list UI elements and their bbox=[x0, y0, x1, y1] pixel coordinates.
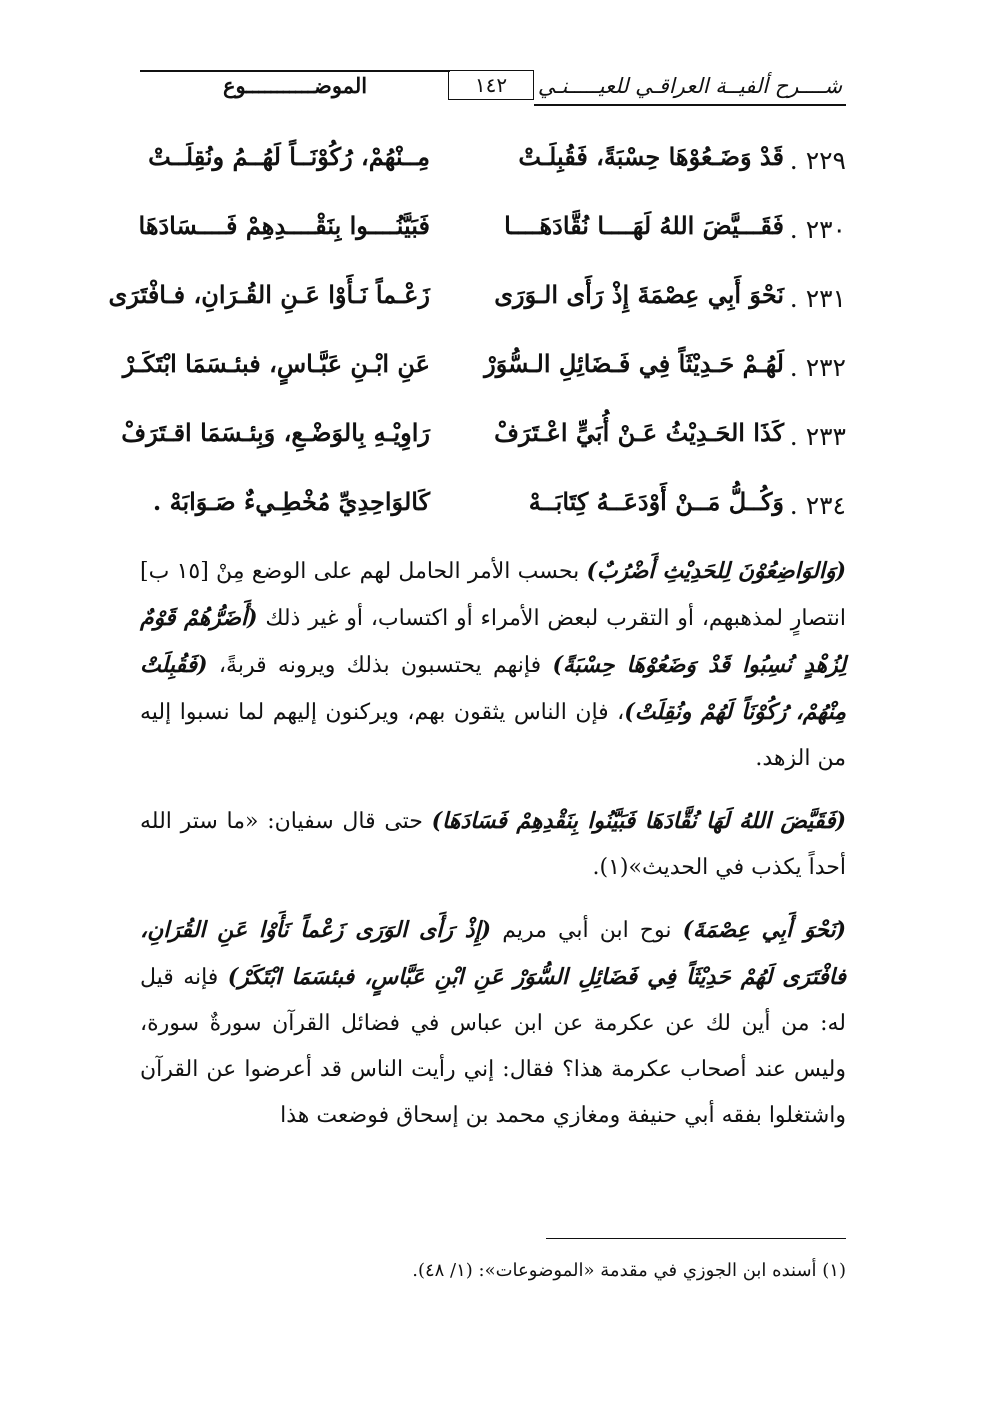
verse-row bbox=[130, 481, 846, 550]
verse-first-hemistich: نَحْوَ أَبِي عِصْمَةَ إِذْ رَأَى الـوَرَى bbox=[494, 280, 784, 309]
verse-second-hemistich: زَعْـماً نَـأَوْا عَـنِ القُـرَانِ، فـافْتَرَى bbox=[108, 280, 430, 309]
verse-row bbox=[130, 136, 846, 205]
page-number: ١٤٢ bbox=[448, 70, 534, 100]
quoted-verse: (وَالوَاضِعُوْنَ لِلحَدِيْثِ أَضْرُبٌ) bbox=[586, 558, 846, 584]
verse-row bbox=[108, 274, 846, 343]
commentary-paragraph bbox=[140, 548, 846, 782]
verse-first-hemistich: قَدْ وَضَـعُوْهَا حِسْبَةً، فَقُبِلَـتْ bbox=[518, 142, 784, 171]
verse-second-hemistich: فَبَيَّنُــــوا بِنَقْــــدِهِمْ فَــــسَادَهَا bbox=[138, 211, 430, 240]
commentary-text-run: فإنهم يحتسبون بذلك ويرونه قربةً، bbox=[207, 653, 553, 678]
topic-heading: الموضـــــــــــوع bbox=[222, 73, 368, 98]
commentary-text bbox=[140, 548, 846, 1155]
verse-number: ٢٣٠ . bbox=[789, 215, 846, 244]
verse-first-hemistich: وَكُــلُّ مَــنْ أَوْدَعَــهُ كِتَابَــهْ bbox=[528, 487, 784, 516]
verse-first-hemistich: فَقَـــيَّضَ اللهُ لَهَــــا نُقَّادَهَــــا bbox=[504, 211, 784, 240]
commentary-text-run: فإنه قيل له: من أين لك عن عكرمة عن ابن عباس في فضائل القرآن سورةٌ سورة، وليس عند أصحاب عكرمة هذا؟ فقال: إني رأيت الناس قد أعرضوا عن القرآن واشتغلوا بفقه أبي حنيفة ومغازي محمد بن إسحاق فوضعت هذا bbox=[140, 965, 846, 1128]
verse-second-hemistich: مِــنْهُمْ، رُكُوْنَــاً لَهُــمُ ونُقِلَــتْ bbox=[148, 142, 430, 171]
verse-first-hemistich: لَهُـمْ حَـدِيْثَاً فِي فَـضَائِلِ الـسُّوَرْ bbox=[484, 349, 784, 378]
verse-second-hemistich: عَنِ ابْـنِ عَبَّـاسٍ، فبئـسَمَا ابْتَكَـرْ bbox=[122, 349, 430, 378]
footnote-separator bbox=[546, 1238, 846, 1239]
commentary-text-run: ، فإن الناس يثقون بهم، ويركنون إليهم لما نسبوا إليه من الزهد. bbox=[140, 700, 846, 771]
book-title: شــــرح ألفيــة العراقـي للعيـــــنـي bbox=[537, 74, 843, 98]
verse-row bbox=[130, 205, 846, 274]
verse-number: ٢٣٣ . bbox=[789, 422, 846, 451]
quoted-verse: (إِذْ رَأَى الوَرَى زَعْماً نَأَوْا عَنِ القُرَانِ، فافْتَرَى لَهُمْ حَدِيْثَاً فِي فَضَائِلِ السُّوَرْ عَنِ ابْنِ عَبَّاسٍ، فبئسَمَا ابْتَكَرْ) bbox=[140, 917, 846, 990]
verse-number: ٢٣٢ . bbox=[789, 353, 846, 382]
commentary-text-run: نوح ابن أبي مريم bbox=[491, 918, 683, 943]
quoted-verse: (نَحْوَ أَبِي عِصْمَةَ) bbox=[682, 917, 846, 943]
verse-number: ٢٣١ . bbox=[789, 284, 846, 313]
verse-number: ٢٣٤ . bbox=[789, 491, 846, 520]
verse-second-hemistich: كَالوَاحِدِيِّ مُخْطِـيءٌ صَـوَابَهْ . bbox=[152, 487, 430, 516]
quoted-verse: (أَضَرُّهُمْ قَوْمٌ لِزُهْدٍ نُسِبُوا قَدْ وَضَعُوْهَا حِسْبَةً) bbox=[140, 605, 846, 678]
page-header bbox=[140, 66, 846, 106]
header-rule-right bbox=[534, 104, 846, 106]
verse-list bbox=[108, 136, 846, 550]
quoted-verse: (فَقَيَّضَ اللهُ لَهَا نُقَّادَهَا فَبَيَّنُوا بِنَقْدِهِمْ فَسَادَهَا) bbox=[431, 808, 846, 834]
quoted-verse: (فَقُبِلَتْ مِنْهُمْ، رُكُوْنَاً لَهُمْ ونُقِلَتْ) bbox=[140, 652, 847, 725]
verse-row bbox=[122, 343, 846, 412]
commentary-text-run: حتى قال سفيان: «ما ستر الله أحداً يكذب في الحديث»(١). bbox=[140, 809, 846, 880]
commentary-text-run: بحسب الأمر الحامل لهم على الوضع مِنْ [١٥ ب] انتصارٍ لمذهبهم، أو التقرب لبعض الأمراء أو اكتساب، أو غير ذلك bbox=[140, 559, 847, 631]
commentary-paragraph bbox=[140, 798, 846, 891]
verse-number: ٢٢٩ . bbox=[789, 146, 846, 175]
verse-second-hemistich: رَاوِيْـهِ بِالوَضْـعِ، وَبِئـسَمَا اقـتَرَفْ bbox=[121, 418, 430, 447]
footnote: (١) أسنده ابن الجوزي في مقدمة «الموضوعات»: (١/ ٤٨). bbox=[412, 1260, 846, 1281]
commentary-paragraph bbox=[140, 907, 846, 1139]
header-rule-left bbox=[140, 70, 450, 72]
verse-first-hemistich: كَذَا الحَـدِيْثُ عَـنْ أُبَيٍّ اعْـتَرَفْ bbox=[494, 418, 784, 447]
verse-row bbox=[121, 412, 846, 481]
